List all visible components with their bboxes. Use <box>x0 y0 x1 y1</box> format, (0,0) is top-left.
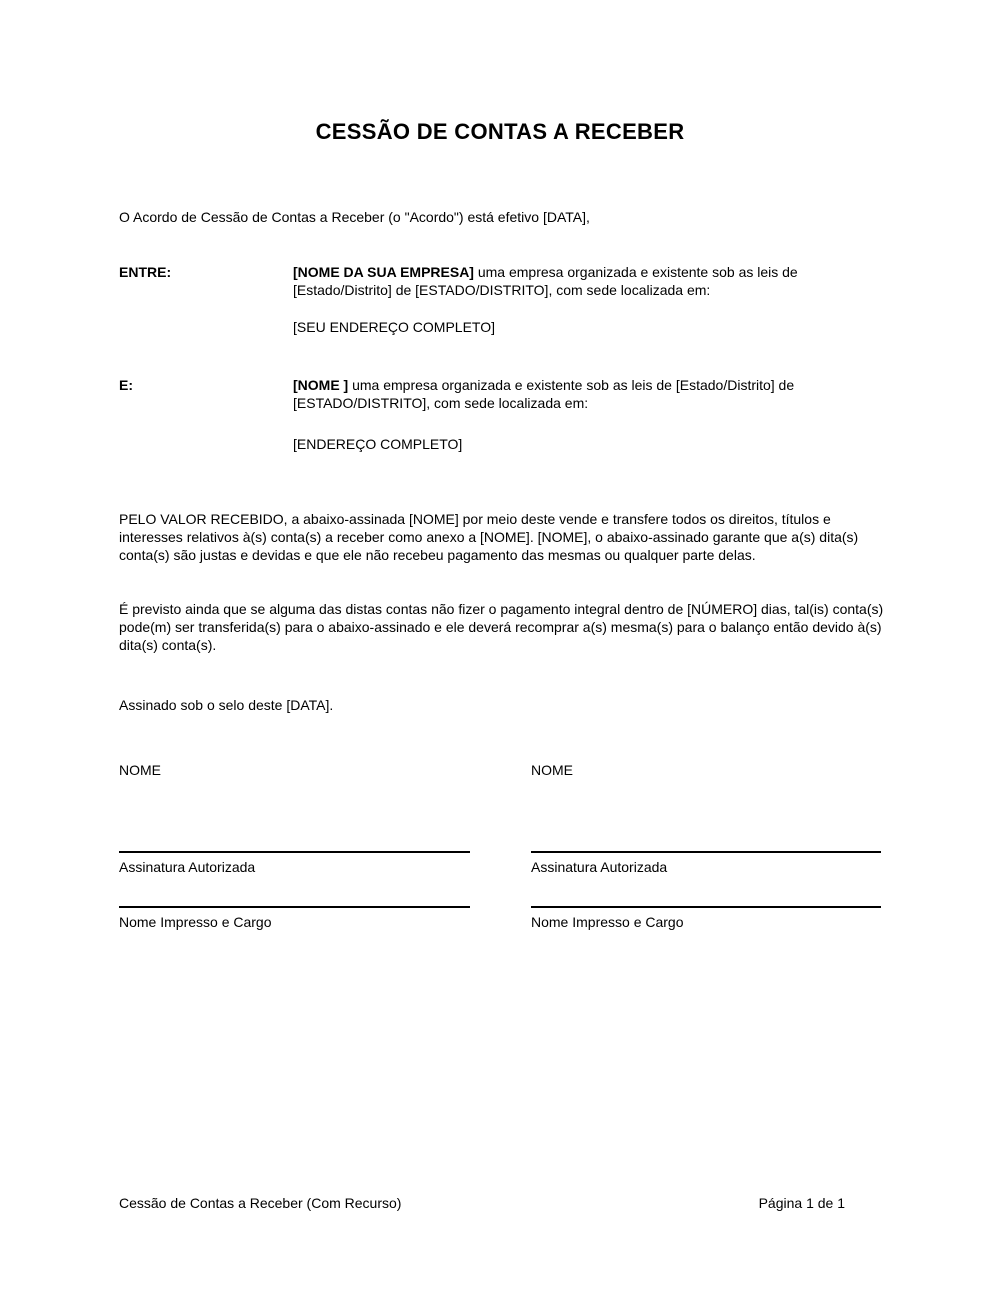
signature-left-name-label: NOME <box>119 762 161 778</box>
signature-right-name-label: NOME <box>531 762 573 778</box>
signature-left-signature-caption: Assinatura Autorizada <box>119 859 256 875</box>
intro-paragraph: O Acordo de Cessão de Contas a Receber (o "Acordo") está efetivo [DATA], <box>119 209 590 225</box>
party-entre-description-text: uma empresa organizada e existente sob as leis de [Estado/Distrito] de [ESTADO/DISTRITO], com sede localizada em: <box>293 264 798 298</box>
signature-right-signature-line <box>531 851 881 853</box>
footer-page-number: Página 1 de 1 <box>758 1195 845 1211</box>
party-e-description-text: uma empresa organizada e existente sob as leis de [Estado/Distrito] de [ESTADO/DISTRITO], com sede localizada em: <box>293 377 795 411</box>
body-paragraph-recourse: É previsto ainda que se alguma das distas contas não fizer o pagamento integral dentro de [NÚMERO] dias, tal(is) conta(s) pode(m) ser transferida(s) para o abaixo-assinado e ele deverá recomprar a(s) mesma(s) para o balanço então devido à(s) dita(s) conta(s). <box>119 601 884 653</box>
party-e-company-name: [NOME ] <box>293 377 349 393</box>
document-title: CESSÃO DE CONTAS A RECEBER <box>315 119 685 144</box>
signature-right-signature-caption: Assinatura Autorizada <box>531 859 668 875</box>
signature-right-printed-name-caption: Nome Impresso e Cargo <box>531 914 684 930</box>
footer-document-name: Cessão de Contas a Receber (Com Recurso) <box>119 1195 402 1211</box>
signature-left-printed-name-line <box>119 906 470 908</box>
signature-left-printed-name-caption: Nome Impresso e Cargo <box>119 914 272 930</box>
signature-right-printed-name-line <box>531 906 881 908</box>
body-paragraph-consideration: PELO VALOR RECEBIDO, a abaixo-assinada [NOME] por meio deste vende e transfere todos os direitos, títulos e interesses relativos à(s) conta(s) a receber como anexo a [NOME]. [NOME], o abaixo-assinado garante que a(s) dita(s) conta(s) são justas e devidas e que ele não recebeu pagamento das mesmas ou qualquer parte delas. <box>119 511 859 563</box>
signed-date-line: Assinado sob o selo deste [DATA]. <box>119 697 334 713</box>
party-entre-description <box>293 263 885 299</box>
party-e-label: E: <box>119 377 133 393</box>
signature-left-signature-line <box>119 851 470 853</box>
party-entre-company-name: [NOME DA SUA EMPRESA] <box>293 264 474 280</box>
party-entre-address: [SEU ENDEREÇO COMPLETO] <box>293 319 496 335</box>
party-e-description <box>293 376 885 412</box>
party-entre-label: ENTRE: <box>119 264 172 280</box>
party-e-address: [ENDEREÇO COMPLETO] <box>293 436 463 452</box>
